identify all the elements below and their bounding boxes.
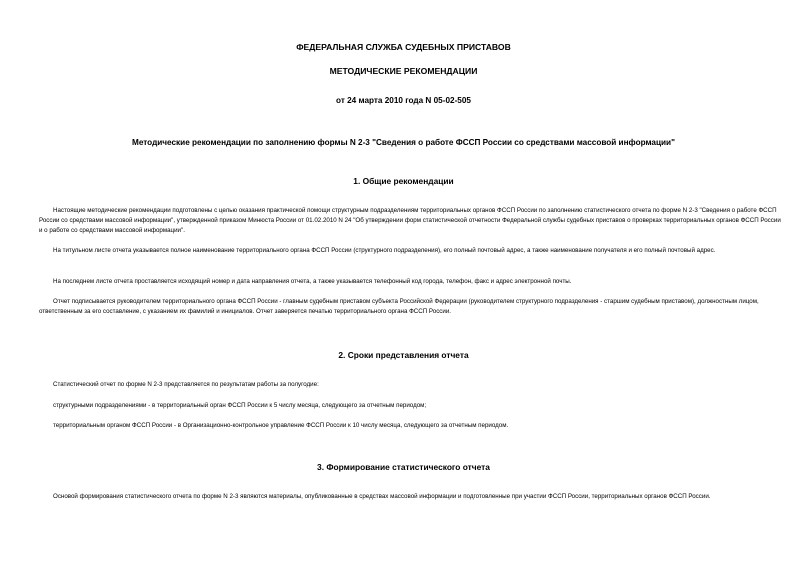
paragraph-general-purpose: Настоящие методические рекомендации подготовлены с целью оказания практической помощи структурным подразделениям территориальных органов ФССП России по заполнению статистического отчета по форме N 2-3 "Сведения о работе ФССП России со средствами массовой информации", утвержденной приказом Минюста России от 01.02.2010 N 24 "Об утверждении форм статистической отчетности Федеральной службы судебных приставов о проверках территориальных органов ФССП России и о работе со средствами массовой информации". xyxy=(39,207,781,234)
paragraph-deadlines-intro: Статистический отчет по форме N 2-3 представляется по результатам работы за полугодие: xyxy=(53,381,319,388)
document-type-heading: МЕТОДИЧЕСКИЕ РЕКОМЕНДАЦИИ xyxy=(329,66,478,76)
paragraph-deadline-structural: структурными подразделениями - в территориальный орган ФССП России к 5 числу месяца, следующего за отчетным периодом; xyxy=(53,402,427,409)
paragraph-signature: Отчет подписывается руководителем территориального органа ФССП России - главным судебным приставом субъекта Российской Федерации (руководителем структурного подразделения - старшим судебным приставом), должностным лицом, ответственным за его составление, с указанием их фамилий и инициалов. Отчет заверяется печатью территориального органа ФССП России. xyxy=(39,298,759,315)
paragraph-deadline-territorial: территориальным органом ФССП России - в Организационно-контрольное управление ФССП России к 10 числу месяца, следующего за отчетным периодом. xyxy=(53,422,509,429)
paragraph-title-page: На титульном листе отчета указывается полное наименование территориального органа ФССП России (структурного подразделения), его полный почтовый адрес, а также наименование получателя и его полный почтовый адрес. xyxy=(53,247,716,254)
paragraph-last-page: На последнем листе отчета проставляется исходящий номер и дата направления отчета, а также указывается телефонный код города, телефон, факс и адрес электронной почты. xyxy=(53,278,572,285)
section-heading-deadlines: 2. Сроки представления отчета xyxy=(338,350,469,360)
section-heading-general: 1. Общие рекомендации xyxy=(353,176,454,186)
paragraph-formation-basis: Основой формирования статистического отчета по форме N 2-3 являются материалы, опубликованные в средствах массовой информации и подготовленные при участии ФССП России, территориальных органов ФССП России. xyxy=(53,493,711,500)
document-date-number: от 24 марта 2010 года N 05-02-505 xyxy=(336,96,471,105)
document-title: Методические рекомендации по заполнению формы N 2-3 "Сведения о работе ФССП России со средствами массовой информации" xyxy=(132,138,675,147)
organization-heading: ФЕДЕРАЛЬНАЯ СЛУЖБА СУДЕБНЫХ ПРИСТАВОВ xyxy=(296,42,511,52)
section-heading-formation: 3. Формирование статистического отчета xyxy=(317,462,490,472)
